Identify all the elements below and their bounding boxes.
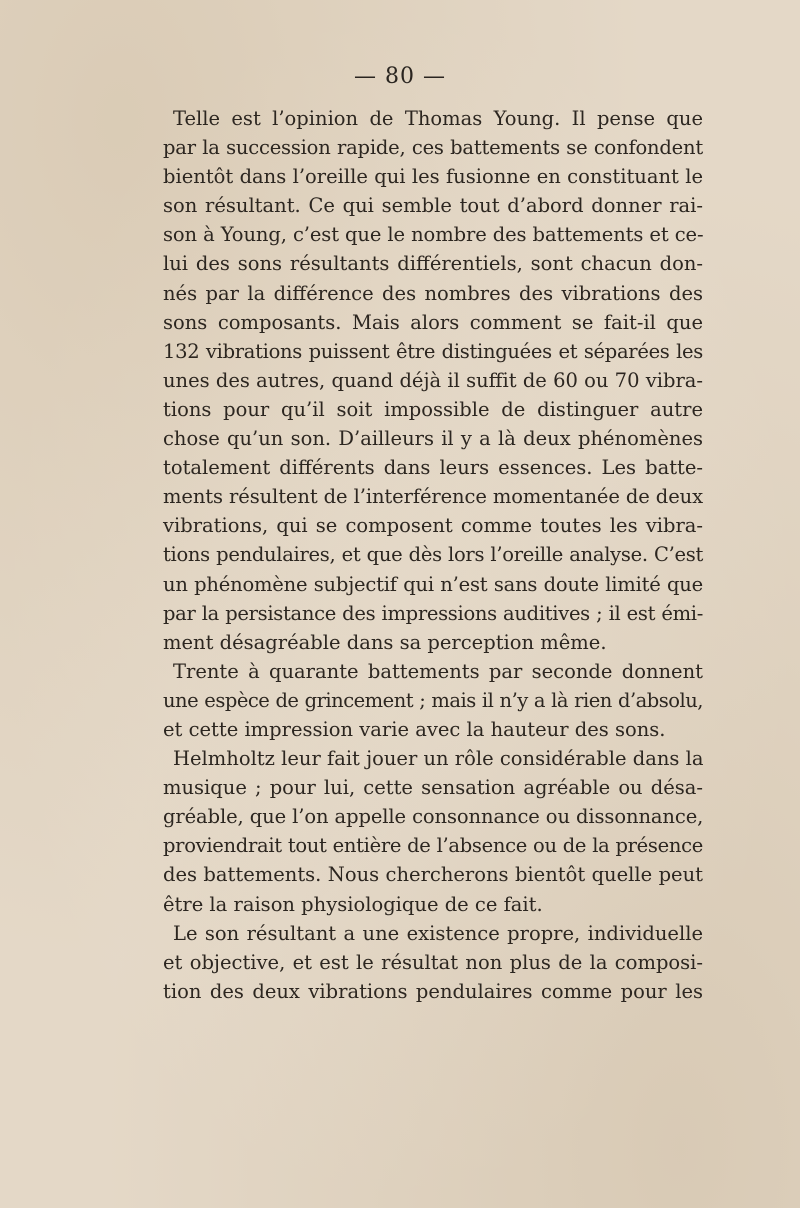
- text-line: lui des sons résultants différentiels, sont chacun don-: [163, 252, 703, 276]
- text-line: 132 vibrations puissent être distinguées et séparées les: [163, 339, 703, 363]
- text-line: par la succession rapide, ces battements se confondent: [163, 136, 703, 160]
- text-line: gréable, que l’on appelle consonnance ou dissonnance,: [163, 805, 704, 829]
- text-line: par la persistance des impressions auditives ; il est émi-: [163, 601, 703, 625]
- text-line: Trente à quarante battements par seconde donnent: [173, 659, 703, 683]
- text-line: bientôt dans l’oreille qui les fusionne en constituant le: [163, 165, 703, 189]
- text-line: Telle est l’opinion de Thomas Young. Il pense que: [173, 107, 703, 130]
- text-line: Helmholtz leur fait jouer un rôle considérable dans la: [173, 747, 704, 771]
- body-text: [163, 104, 703, 1006]
- text-line: unes des autres, quand déjà il suffit de 60 ou 70 vibra-: [163, 368, 703, 392]
- text-line: ment désagréable dans sa perception même.: [163, 630, 607, 654]
- text-line: son résultant. Ce qui semble tout d’abord donner rai-: [163, 194, 703, 218]
- text-line: sons composants. Mais alors comment se fait-il que: [163, 310, 703, 334]
- text-line: tions pendulaires, et que dès lors l’oreille analyse. C’est: [163, 543, 703, 567]
- text-line: et cette impression varie avec la hauteur des sons.: [163, 717, 666, 741]
- text-line: tions pour qu’il soit impossible de distinguer autre: [163, 397, 703, 421]
- text-line: totalement différents dans leurs essences. Les batte-: [163, 456, 703, 480]
- text-line: et objective, et est le résultat non plus de la composi-: [163, 950, 703, 974]
- text-line: un phénomène subjectif qui n’est sans doute limité que: [163, 572, 703, 596]
- text-line: chose qu’un son. D’ailleurs il y a là deux phénomènes: [163, 427, 703, 451]
- text-line: proviendrait tout entière de l’absence ou de la présence: [163, 834, 703, 858]
- text-line: tion des deux vibrations pendulaires comme pour les: [163, 979, 703, 1003]
- text-line: une espèce de grincement ; mais il n’y a là rien d’absolu,: [163, 688, 703, 712]
- text-line: des battements. Nous chercherons bientôt quelle peut: [163, 863, 703, 887]
- text-line: nés par la différence des nombres des vibrations des: [163, 281, 703, 305]
- text-line: être la raison physiologique de ce fait.: [163, 892, 543, 916]
- page-number: — 80 —: [354, 64, 446, 89]
- text-line: musique ; pour lui, cette sensation agréable ou désa-: [163, 776, 703, 800]
- text-line: Le son résultant a une existence propre, individuelle: [173, 921, 703, 945]
- text-line: son à Young, c’est que le nombre des battements et ce-: [163, 223, 704, 247]
- text-line: ments résultent de l’interférence momentanée de deux: [163, 485, 703, 509]
- text-line: vibrations, qui se composent comme toutes les vibra-: [163, 514, 703, 538]
